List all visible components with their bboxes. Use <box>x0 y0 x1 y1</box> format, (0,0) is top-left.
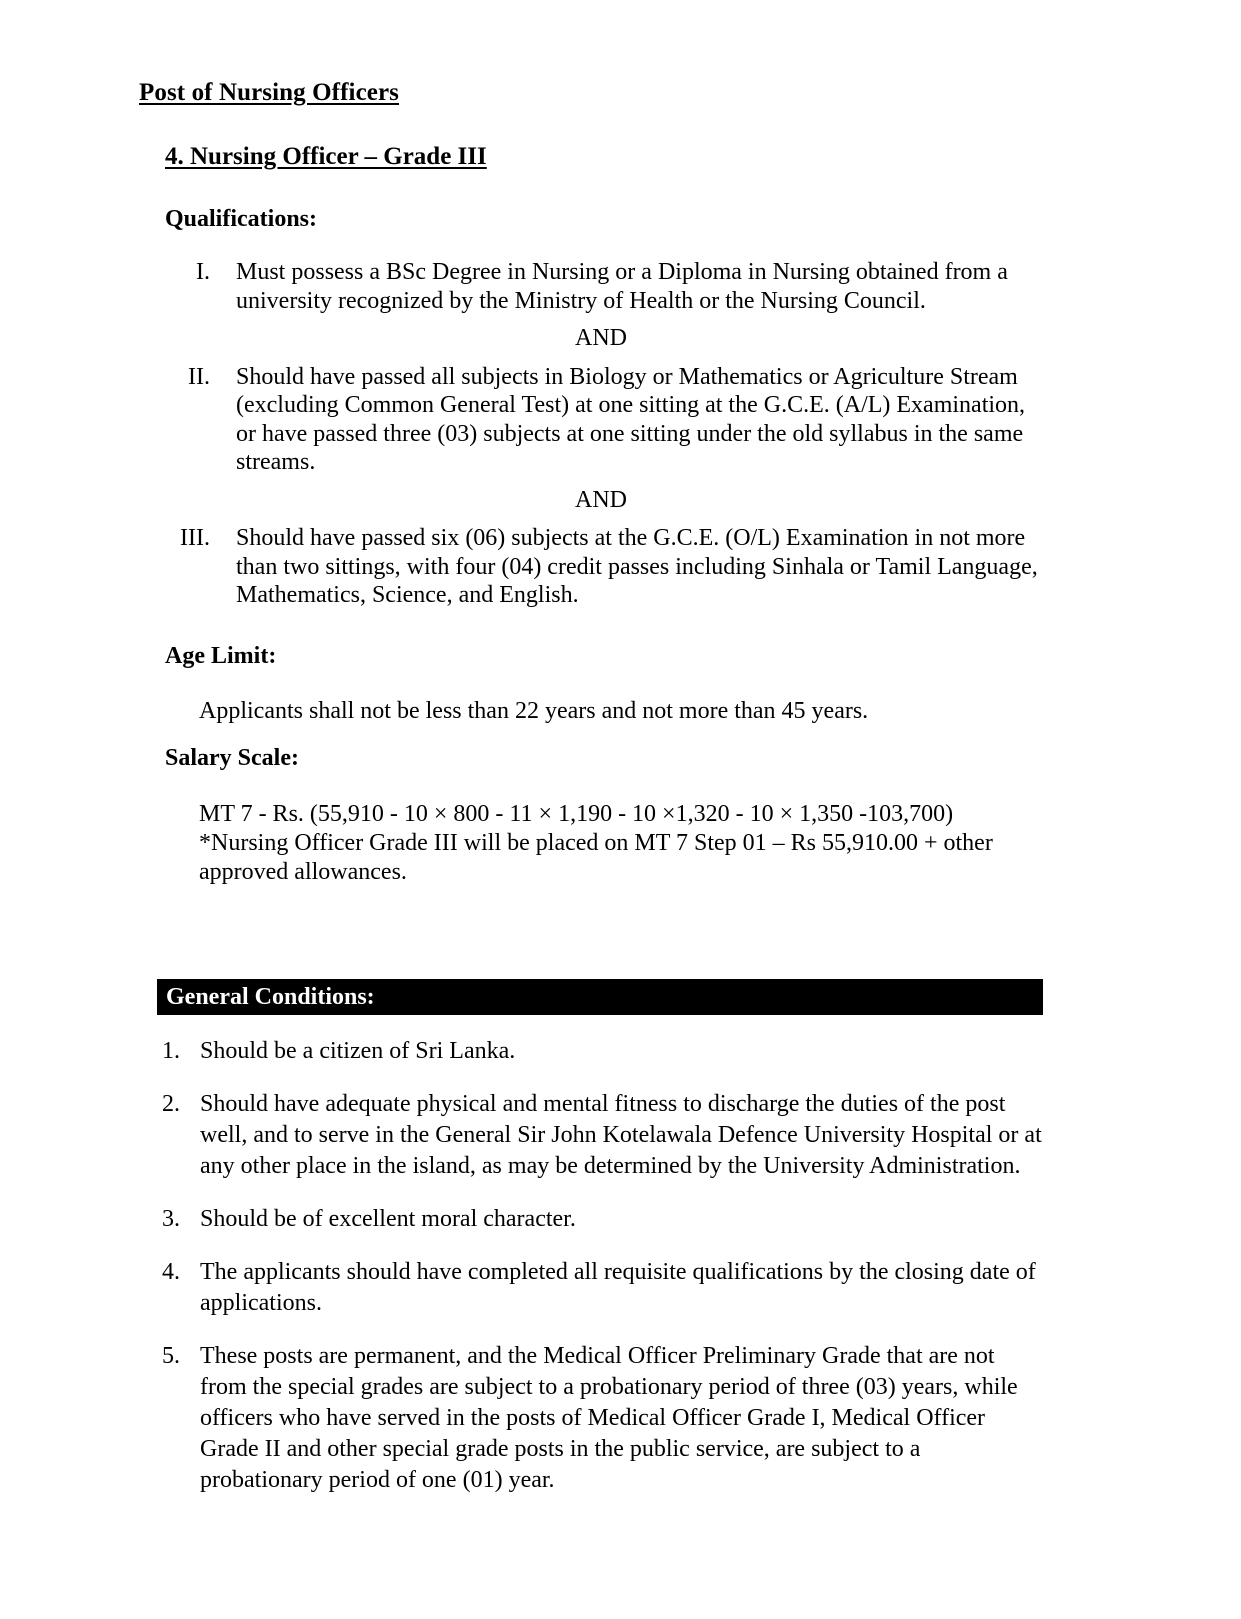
list-item <box>162 1036 1043 1067</box>
page-title: Post of Nursing Officers <box>139 79 399 106</box>
list-item <box>162 1341 1043 1496</box>
list-item-text: Should have passed six (06) subjects at the G.C.E. (O/L) Examination in not more than two sittings, with four (04) credit passes including Sinhala or Tamil Language, Mathematics, Science, and English. <box>236 525 1038 608</box>
general-conditions-banner-label: General Conditions: <box>166 983 375 1010</box>
list-item-text: Should be a citizen of Sri Lanka. <box>200 1038 516 1064</box>
general-conditions-list <box>162 1036 1043 1496</box>
list-item <box>162 1204 1043 1235</box>
list-item-text: Should have passed all subjects in Biology or Mathematics or Agriculture Stream (excluding Common General Test) at one sitting at the G.C.E. (A/L) Examination, or have passed three (03) subjects at one sitting under the old syllabus in the same streams. <box>236 363 1026 475</box>
and-separator: AND <box>575 325 627 351</box>
list-marker: I. <box>196 259 210 285</box>
salary-scale-heading: Salary Scale: <box>165 745 299 771</box>
list-marker: 5. <box>162 1343 180 1369</box>
post-heading: 4. Nursing Officer – Grade III <box>165 143 487 170</box>
list-item <box>160 258 1042 315</box>
age-limit-text: Applicants shall not be less than 22 years and not more than 45 years. <box>199 698 869 724</box>
salary-scale-text <box>199 800 1044 887</box>
age-limit-heading: Age Limit: <box>165 643 277 669</box>
list-marker: 2. <box>162 1091 180 1117</box>
list-item-text: The applicants should have completed all requisite qualifications by the closing date of applications. <box>200 1259 1036 1316</box>
list-item <box>160 524 1042 610</box>
list-item-text: Must possess a BSc Degree in Nursing or a Diploma in Nursing obtained from a university recognized by the Ministry of Health or the Nursing Council. <box>236 259 1008 314</box>
general-conditions-banner <box>157 979 1043 1015</box>
list-marker: 3. <box>162 1206 180 1232</box>
list-item-text: These posts are permanent, and the Medical Officer Preliminary Grade that are not from the special grades are subject to a probationary period of three (03) years, while officers who have served in the posts of Medical Officer Grade I, Medical Officer Grade II and other special grade posts in the public service, are subject to a probationary period of one (01) year. <box>200 1343 1018 1493</box>
list-item <box>162 1257 1043 1319</box>
list-item <box>160 363 1042 477</box>
qualifications-list <box>160 258 1042 610</box>
salary-scale-line: MT 7 - Rs. (55,910 - 10 × 800 - 11 × 1,190 - 10 ×1,320 - 10 × 1,350 -103,700) <box>199 801 954 827</box>
list-item-text: Should be of excellent moral character. <box>200 1206 576 1232</box>
salary-scale-note: *Nursing Officer Grade III will be placed on MT 7 Step 01 – Rs 55,910.00 + other approved allowances. <box>199 830 993 885</box>
list-item <box>162 1089 1043 1182</box>
list-marker: III. <box>180 525 210 551</box>
list-item-text: Should have adequate physical and mental fitness to discharge the duties of the post well, and to serve in the General Sir John Kotelawala Defence University Hospital or at any other place in the island, as may be determined by the University Administration. <box>200 1091 1042 1179</box>
qualifications-heading: Qualifications: <box>165 206 318 232</box>
list-marker: 4. <box>162 1259 180 1285</box>
list-marker: 1. <box>162 1038 180 1064</box>
and-separator: AND <box>575 486 627 513</box>
list-marker: II. <box>188 363 210 390</box>
